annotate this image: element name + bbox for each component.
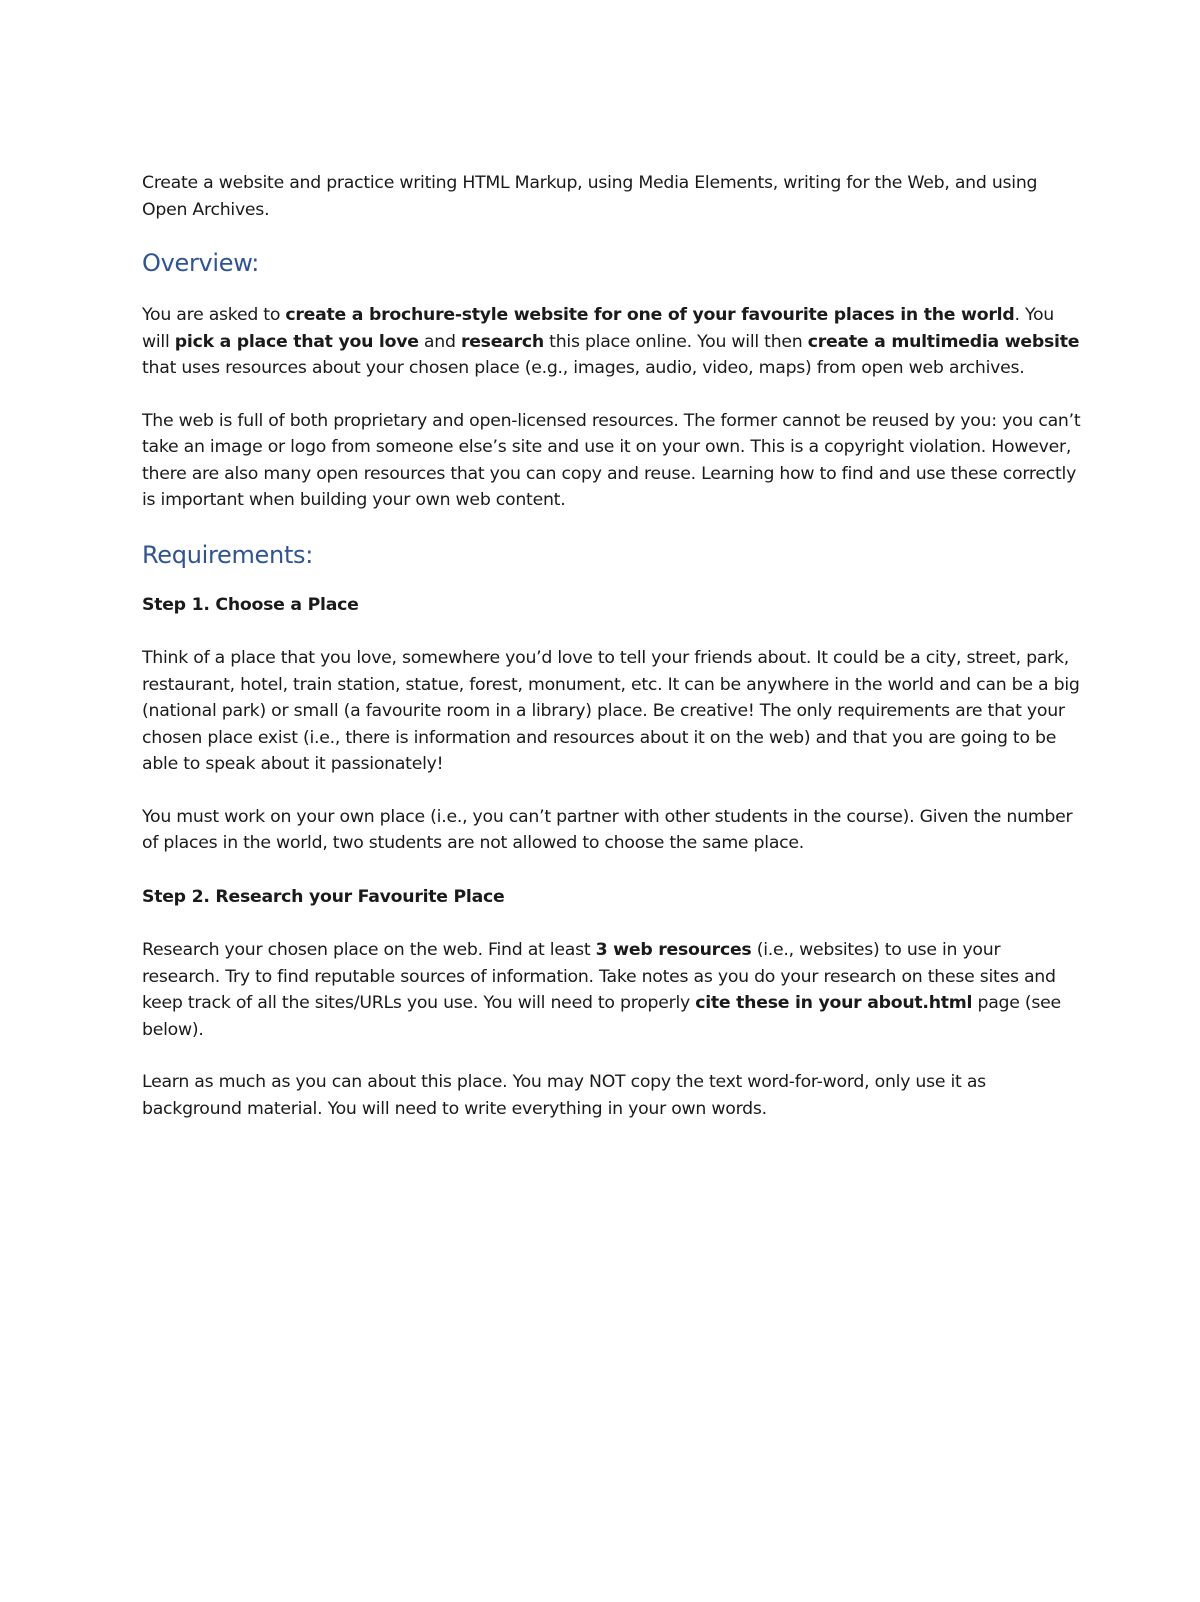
step-1-paragraph-2: You must work on your own place (i.e., you can’t partner with other students in the course). Given the number of places in the world, two students are not allowed to choose the same place. [142,806,1073,853]
bold-run: pick a place that you love [174,331,419,352]
text-run: (i.e., websites) to use in your research. Try to find reputable sources of information. Take notes as you do your research on these sites and keep track of all the sites/URLs you use. You will need to properly [142,940,1056,1013]
bold-run: 3 web resources [595,940,752,960]
bold-run: create a brochure-style website for one of your favourite places in the world [285,305,1015,325]
overview-paragraph-2: The web is full of both proprietary and open-licensed resources. The former cannot be reused by you: you can’t take an image or logo from someone else’s site and use it on your own. This is a copyright violation. However, there are also many open resources that you can copy and reuse. Learning how to find and use these correctly is important when building your own web content. [142,410,1081,510]
text-run: that uses resources about your chosen place (e.g., images, audio, video, maps) from open web archives. [142,358,1025,378]
step-2-paragraph-1 [142,937,1082,1043]
text-run: You are asked to [142,305,286,325]
text-run: Research your chosen place on the web. Find at least [142,940,596,960]
overview-heading: Overview: [142,249,260,277]
text-run: . You will [142,305,1054,352]
bold-run: cite these in your about.html [695,993,973,1013]
step-1-paragraph-1: Think of a place that you love, somewhere you’d love to tell your friends about. It could be a city, street, park, restaurant, hotel, train station, statue, forest, monument, etc. It can be anywhere in the world and can be a big (national park) or small (a favourite room in a library) place. Be creative! The only requirements are that your chosen place exist (i.e., there is information and resources about it on the web) and that you are going to be able to speak about it passionately! [142,648,1080,774]
text-run: and [418,331,461,352]
text-run: this place online. You will then [543,331,808,352]
bold-run: research [460,331,544,352]
requirements-heading: Requirements: [142,540,314,569]
overview-paragraph-1 [142,302,1082,382]
step-2-title: Step 2. Research your Favourite Place [142,886,505,907]
step-1-title: Step 1. Choose a Place [142,594,359,615]
text-run: page (see below). [142,993,1061,1040]
intro-paragraph: Create a website and practice writing HTML Markup, using Media Elements, writing for the Web, and using Open Archives. [142,173,1038,220]
document-body [142,170,1082,1122]
step-2-paragraph-2: Learn as much as you can about this place. You may NOT copy the text word-for-word, only use it as background material. You will need to write everything in your own words. [142,1072,986,1119]
bold-run: create a multimedia website [807,331,1080,352]
